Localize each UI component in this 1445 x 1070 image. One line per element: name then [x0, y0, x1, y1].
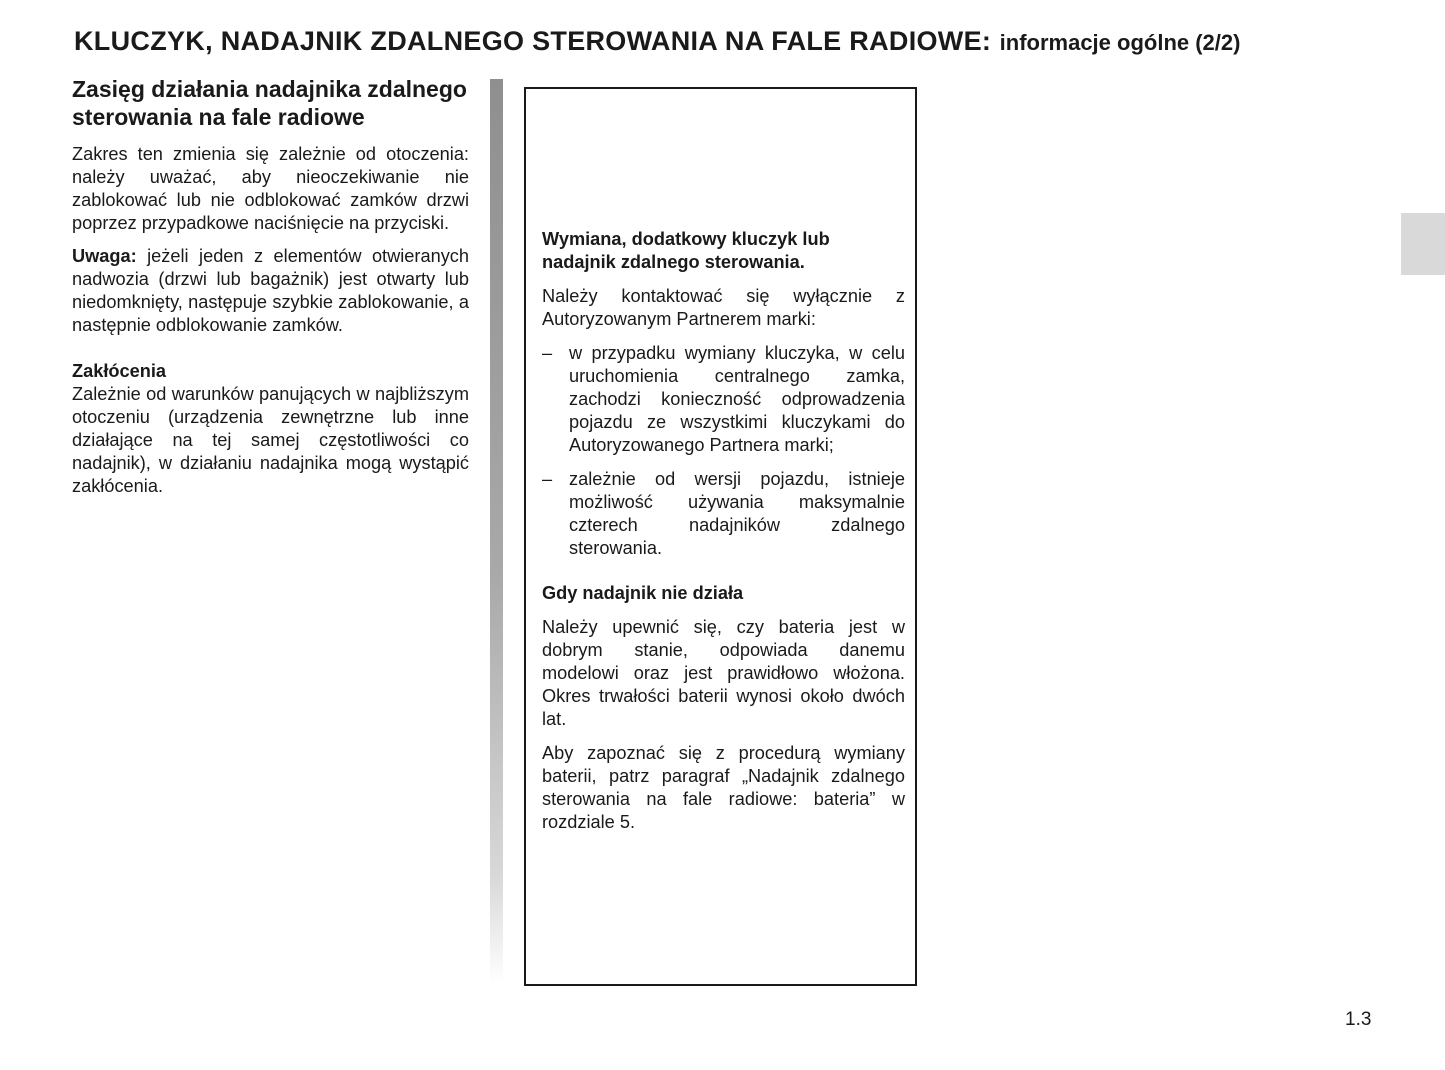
note-label: Uwaga: — [72, 246, 137, 266]
chapter-tab — [1401, 213, 1445, 275]
battery-procedure-paragraph: Aby zapoznać się z procedurą wymiany baterii, patrz paragraf „Nadajnik zdalnego sterowania na fale radiowe: bateria” w rozdziale 5. — [542, 743, 905, 832]
note-paragraph — [72, 245, 469, 337]
replacement-heading: Wymiana, dodatkowy kluczyk lub nadajnik zdalnego sterowania. — [542, 229, 830, 272]
page-subtitle: informacje ogólne (2/2) — [999, 30, 1241, 55]
bullet-dash: – — [542, 343, 553, 363]
interference-heading: Zakłócenia — [72, 361, 167, 381]
page-number: 1.3 — [1345, 1009, 1372, 1030]
info-box-content — [542, 228, 905, 845]
not-working-heading: Gdy nadajnik nie działa — [542, 583, 744, 603]
left-column — [72, 76, 469, 508]
list-item-text: zależnie od wersji pojazdu, istnieje możliwość używania maksymalnie czterech nadajników zdalnego sterowania. — [569, 469, 905, 558]
battery-paragraph: Należy upewnić się, czy bateria jest w dobrym stanie, odpowiada danemu modelowi oraz jest prawidłowo włożona. Okres trwałości baterii wynosi około dwóch lat. — [542, 617, 905, 729]
column-divider-bar — [490, 79, 503, 984]
note-text: jeżeli jeden z elementów otwieranych nadwozia (drzwi lub bagażnik) jest otwarty lub niedomknięty, następuje szybkie zablokowanie, a następnie odblokowanie zamków. — [72, 246, 469, 335]
page-header — [74, 22, 1414, 65]
list-item — [542, 342, 905, 457]
info-box — [524, 87, 917, 986]
contact-paragraph: Należy kontaktować się wyłącznie z Autoryzowanym Partnerem marki: — [542, 286, 905, 329]
list-item-text: w przypadku wymiany kluczyka, w celu uruchomienia centralnego zamka, zachodzi konieczność odprowadzenia pojazdu ze wszystkimi kluczykami do Autoryzowanego Partnera marki; — [569, 343, 905, 455]
list-item — [542, 468, 905, 560]
bullet-dash: – — [542, 469, 553, 489]
range-paragraph: Zakres ten zmienia się zależnie od otoczenia: należy uważać, aby nieoczekiwanie nie zablokować lub nie odblokować zamków drzwi poprzez przypadkowe naciśnięcie na przyciski. — [72, 144, 469, 233]
interference-paragraph: Zależnie od warunków panujących w najbliższym otoczeniu (urządzenia zewnętrzne lub inne działające na tej samej częstotliwości co nadajnik), w działaniu nadajnika mogą wystąpić zakłócenia. — [72, 384, 469, 496]
section-title: Zasięg działania nadajnika zdalnego sterowania na fale radiowe — [72, 76, 467, 130]
page-title: KLUCZYK, NADAJNIK ZDALNEGO STEROWANIA NA FALE RADIOWE: — [74, 26, 992, 56]
